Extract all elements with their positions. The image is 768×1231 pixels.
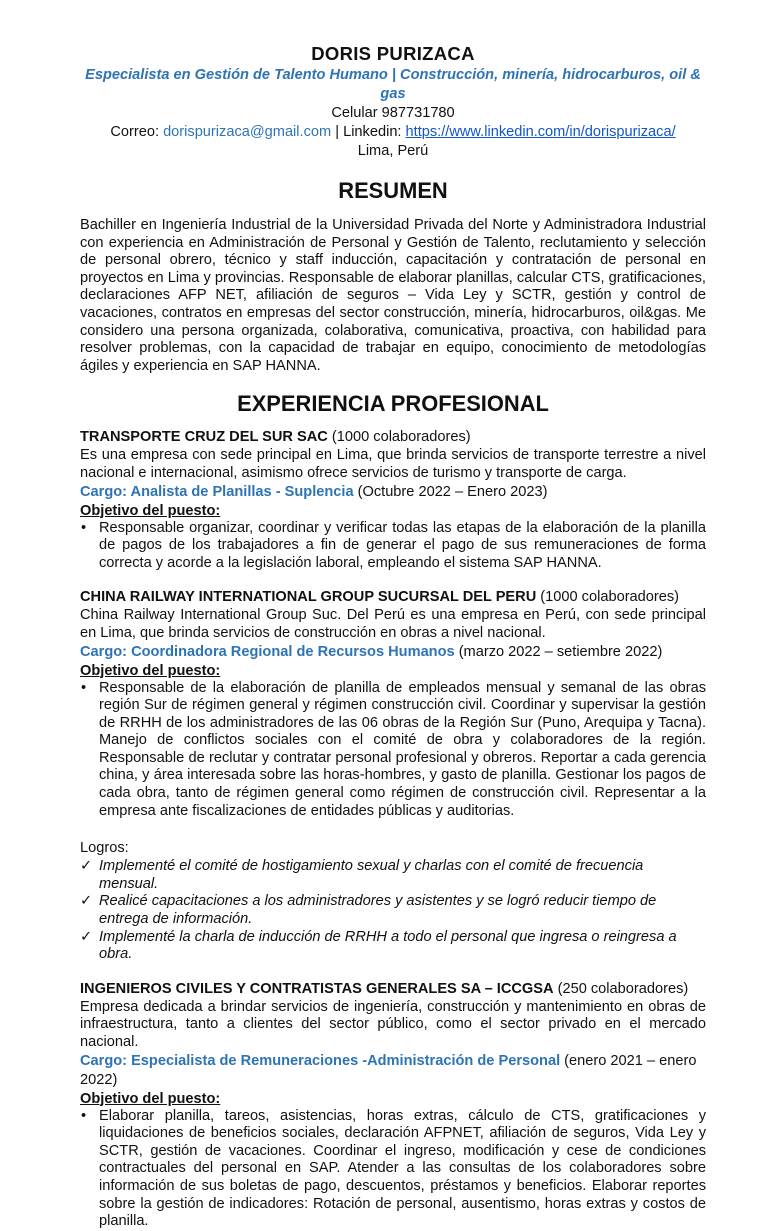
job-title: Cargo: Especialista de Remuneraciones -Administración de Personal xyxy=(80,1052,561,1069)
location-line: Lima, Perú xyxy=(357,143,429,159)
company-description: Es una empresa con sede principal en Lima, que brinda servicios de transporte terrestre a nivel nacional e internacional, asimismo ofrece servicios de turismo y transporte de carga. xyxy=(80,447,706,481)
company-size: (1000 colaboradores) xyxy=(536,589,680,606)
company-size: (250 colaboradores) xyxy=(553,980,689,997)
job-title: Cargo: Analista de Planillas - Suplencia xyxy=(80,483,354,500)
linkedin-link[interactable]: https://www.linkedin.com/in/dorispurizaca/ xyxy=(405,124,676,140)
job-period: (Octubre 2022 – Enero 2023) xyxy=(353,483,548,500)
company-name: TRANSPORTE CRUZ DEL SUR SAC xyxy=(80,429,328,446)
job-heading xyxy=(80,980,706,999)
achievement-item: ✓ Implementé la charla de inducción de RRHH a todo el personal que ingresa o reingresa a obra. xyxy=(80,928,677,963)
company-name: CHINA RAILWAY INTERNATIONAL GROUP SUCURSAL DEL PERU xyxy=(80,589,537,606)
job-role xyxy=(80,1052,706,1090)
company-description: Empresa dedicada a brindar servicios de ingeniería, construcción y mantenimiento en obras de infraestructura, tanto a clientes del sector público, como el sector privado en el mercado nacional. xyxy=(80,998,706,1050)
achievement-item: ✓ Realicé capacitaciones a los administradores y asistentes y se logró reducir tiempo de entrega de información. xyxy=(80,893,657,928)
email-link[interactable]: dorispurizaca@gmail.com xyxy=(163,124,332,140)
checkmark-icon: ✓ xyxy=(80,928,93,945)
objective-list xyxy=(80,680,706,821)
achievement-item: ✓ Implementé el comité de hostigamiento sexual y charlas con el comité de frecuencia mensual. xyxy=(80,858,644,892)
objective-item: • Elaborar planilla, tareos, asistencias, horas extras, cálculo de CTS, gratificaciones y liquidaciones de beneficios sociales, declaración AFPNET, afiliación de seguros, Vida Ley y SCTR, gestión de vacaciones. Coordinar el ingreso, modificación y cese de condiciones contractuales del personal en SAP. Atender a las consultas de los colaboradores sobre información de sus boletas de pago, descuentos, préstamos y beneficios. Elaborar reportes sobre la gestión de indicadores: Rotación de personal, ausentismo, horas extras y costos de planilla. xyxy=(80,1108,706,1231)
checkmark-icon: ✓ xyxy=(80,858,93,875)
job-period: (marzo 2022 – setiembre 2022) xyxy=(454,643,663,660)
job-role xyxy=(80,643,706,662)
achievements-list xyxy=(80,858,706,964)
job-role xyxy=(80,483,706,502)
company-size: (1000 colaboradores) xyxy=(327,429,471,446)
job-heading xyxy=(80,588,706,607)
summary-text: Bachiller en Ingeniería Industrial de la Universidad Privada del Norte y Administradora Industrial con experiencia en Administración de Personal y Gestión de Talento, reclutamiento y selección de personal obrero, técnico y staff inducción, capacitación y contratación de personal en proyectos en Lima y provincias. Responsable de elaborar planillas, calcular CTS, gratificaciones, declaraciones AFP NET, afiliación de seguros – Vida Ley y SCTR, gestión y control de vacaciones, contratos en empresas del sector construcción, minería, hidrocarburos, oil&gas. Me considero una persona organizada, colaborativa, comunicativa, proactiva, con habilidad para resolver problemas, con la capacidad de trabajar en equipo, conocimiento de metodologías ágiles y experiencia en SAP HANNA. xyxy=(80,217,706,374)
achievements-label: Logros: xyxy=(80,840,129,857)
professional-title: Especialista en Gestión de Talento Humano | Construcción, minería, hidrocarburos, oil & gas xyxy=(85,67,701,102)
job-title: Cargo: Coordinadora Regional de Recursos Humanos xyxy=(80,643,455,660)
objective-item: • Responsable organizar, coordinar y verificar todas las etapas de la elaboración de la planilla de pagos de los trabajadores a fin de generar el pago de sus remuneraciones de forma correcta y acorde a la legislación laboral, empleando el sistema SAP HANNA. xyxy=(80,520,706,573)
objective-item: • Responsable de la elaboración de planilla de empleados mensual y semanal de las obras región Sur de régimen general y régimen construcción civil. Coordinar y supervisar la gestión de RRHH de los administradores de las 06 obras de la Región Sur (Puno, Arequipa y Tacna). Manejo de conflictos sociales con el comité de obra y colaboradores de la región. Responsable de reclutar y contratar personal profesional y obreros. Reportar a cada gerencia china, y área interesada sobre las horas-hombres, y gasto de planilla. Gestionar los pagos de cada obra, tanto de régimen general como régimen de construcción civil. Representar a la empresa ante fiscalizaciones de entidades públicas y auditorias. xyxy=(80,680,706,821)
checkmark-icon: ✓ xyxy=(80,893,93,910)
company-name: INGENIEROS CIVILES Y CONTRATISTAS GENERALES SA – ICCGSA xyxy=(80,980,554,997)
job-entry xyxy=(80,980,706,1231)
job-entry xyxy=(80,428,706,572)
objective-list xyxy=(80,1108,706,1231)
objective-list xyxy=(80,520,706,573)
job-entry xyxy=(80,588,706,964)
phone-line: Celular 987731780 xyxy=(331,105,455,121)
email-label: Correo: xyxy=(110,124,164,140)
objective-label: Objetivo del puesto: xyxy=(80,502,221,519)
job-heading xyxy=(80,428,706,447)
objective-label: Objetivo del puesto: xyxy=(80,1090,221,1107)
linkedin-label: | Linkedin: xyxy=(331,124,406,140)
job-period: (enero 2021 – enero 2022) xyxy=(80,1052,697,1088)
experience-title: EXPERIENCIA PROFESIONAL xyxy=(237,391,549,417)
company-description: China Railway International Group Suc. Del Perú es una empresa en Perú, con sede principal en Lima, que brinda servicios de construcción en obras a nivel nacional. xyxy=(80,607,706,641)
summary-title: RESUMEN xyxy=(338,178,448,203)
contact-line xyxy=(80,123,706,142)
candidate-name: DORIS PURIZACA xyxy=(311,43,475,64)
objective-label: Objetivo del puesto: xyxy=(80,662,221,679)
resume-header xyxy=(80,0,706,161)
